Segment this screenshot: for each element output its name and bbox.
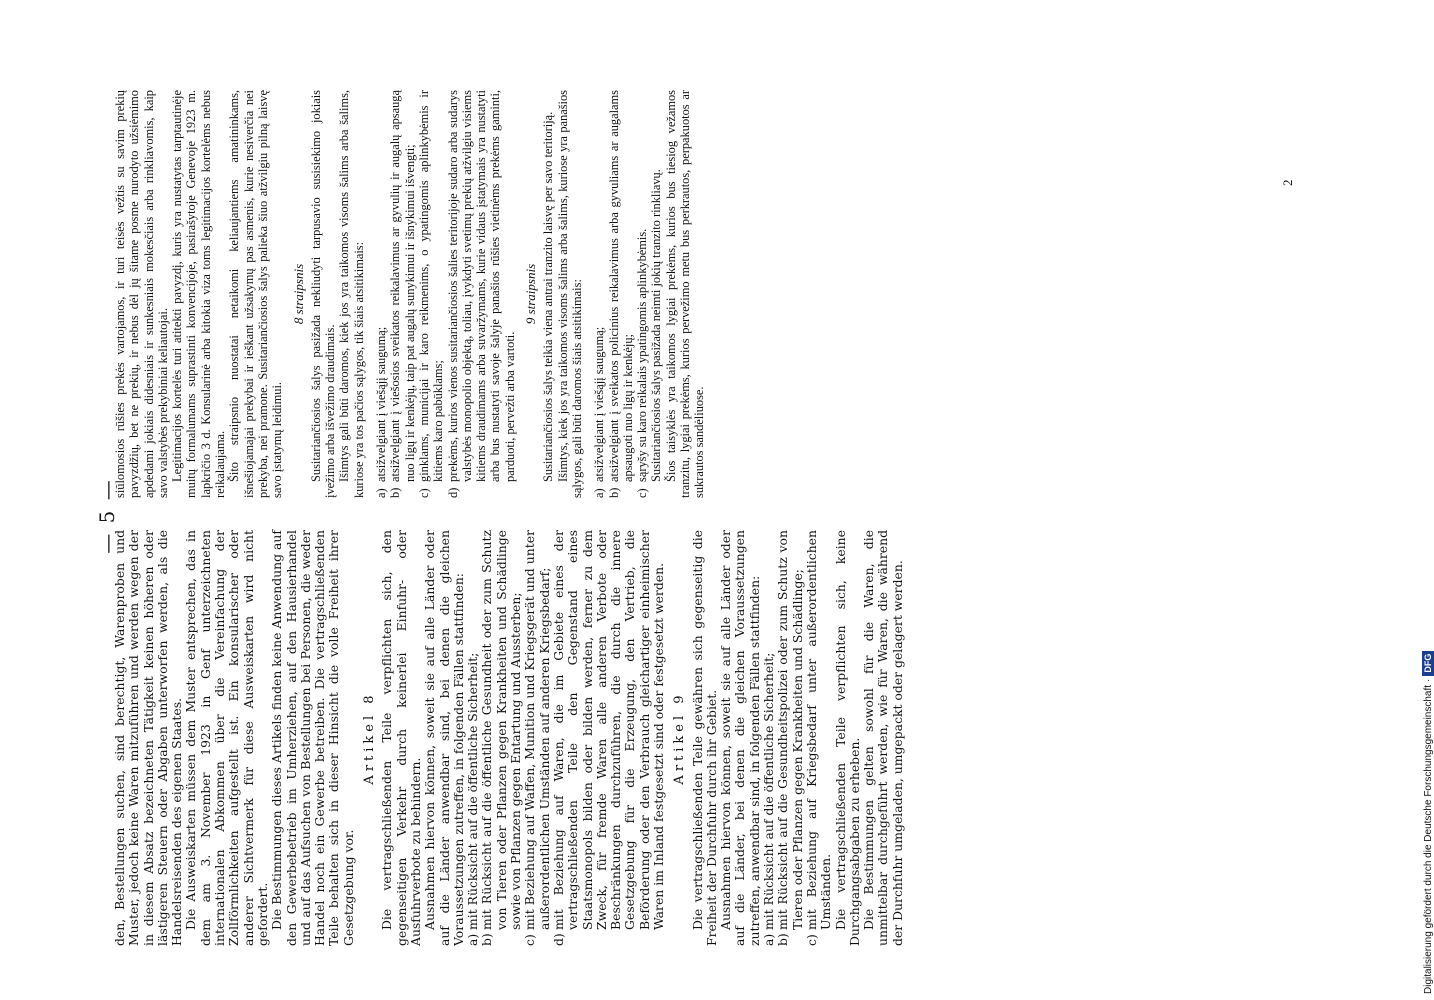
exception-list [466,530,666,946]
list-item: b) atsižvelgiant į viešosios sveikatos reikalavimus ar gyvulių ir augalų apsaugą nuo ligų ir kenkėjų, taip pat augalų sunykimui ir išnykimui išvengti; [388,90,417,498]
spacer [584,90,592,498]
article-heading: Artikel 8 [362,691,378,785]
list-item: b) mit Rücksicht auf die Gesundheitspolizei oder zum Schutz von Tieren oder Pflanzen gegen Krankheiten und Schädlinge; [775,530,805,946]
paragraph: Išimtys gali būti daromos, kiek jos yra taikomos visoms šalims arba šalims, kuriose yra tos pačios sąlygos, tik šiais atsitikimais: [337,90,366,498]
exception-list [592,90,649,498]
paragraph: Die Ausweiskarten müssen dem Muster entsprechen, das in dem am 3. November 1923 in Genf unterzeichneten internationalen Abkommen über die Vereinfachung der Zollförmlichkeiten aufgestellt ist. Ein konsularischer oder anderer Sichtvermerk für diese Ausweiskarten wird nicht gefordert. [183,530,270,946]
exception-list [762,530,833,946]
page-number-top: — 5 — [95,478,119,554]
paragraph: Die vertragschließenden Teile gewähren sich gegenseitig die Freiheit der Durchfuhr durch ihr Gebiet. [689,530,719,946]
paragraph: Ausnahmen hiervon können, soweit sie auf alle Länder oder auf die Länder anwendbar sind, bei denen die gleichen Voraussetzungen zutreffen, in folgenden Fällen stattfinden: [422,530,466,946]
paragraph: Šito straipsnio nuostatai netaikomi keliaujantiems amatininkams, išnešiojamajai prekybai ir ieškant užsakymų pas asmenis, kurie nesiverčia nei prekyba, nei pramone. Susitariančiosios šalys palieka šiuo atžvilgiu pilną laisvę savo įstatymų leidimui. [227,90,285,498]
paragraph: Susitariančiosios šalys teikia viena antrai tranzito laisvę per savo teritoriją. [541,111,556,482]
paragraph: Die Bestimmungen dieses Artikels finden keine Anwendung auf den Gewerbebetrieb im Umherziehen, auf den Hausierhandel und auf das Aufsuchen von Bestellungen bei Personen, die weder Handel noch ein Gewerbe betreiben. Die vertragschließenden Teile behalten sich in dieser Hinsicht die volle Freiheit ihrer Gesetzgebung vor. [269,530,356,946]
paragraph: Legitimacijos kortelės turi atitekti pavyzdį, kuris yra nustatytas tarptautinėje muitų formalumams suprastinti konvencijoje, pasirašytoje Genevoje 1923 m. lapkričio 3 d. Konsularinė arba kitokia viza toms legitimacijos kortelėms nebus reikalaujama. [170,90,228,498]
list-item: c) mit Beziehung auf Kriegsbedarf unter außerordentlichen Umständen. [803,530,834,946]
article-heading: 8 straipsnis [290,263,306,325]
list-item: a) mit Rücksicht auf die öffentliche Sicherheit; [465,652,481,946]
paragraph: Die vertragschließenden Teile verpflichten sich, keine Durchgangsabgaben zu erheben. [832,530,862,946]
digitization-caption: Digitalisierung gefördert durch die Deutsche Forschungsgemeinschaft · DFG [1422,651,1434,994]
caption-text: Digitalisierung gefördert durch die Deutsche Forschungsgemeinschaft [1422,684,1434,994]
lithuanian-column [113,90,707,498]
paragraph: Susitariančiosios šalys pasižada neimti jokių tranzito rinkliavų. [649,169,664,482]
list-item: c) sąryšy su karo reikalais ypatingomis aplinkybėmis. [635,228,650,498]
scanned-page [95,86,1295,946]
paragraph: Išimtys, kiek jos yra taikomos visoms šalims arba šalims, kuriose yra panašios sąlygos, gali būti daromos šiais atsitikimais: [555,90,584,498]
german-column [113,530,905,946]
article-heading: Artikel 9 [672,691,688,785]
paragraph: Ausnahmen hiervon können, soweit sie auf alle Länder oder auf die Länder, bei denen die gleichen Voraussetzungen zutreffen, anwendbar sind, in folgenden Fällen stattfinden: [718,530,762,946]
paragraph: Šios taisyklės yra taikomos lygiai prekėms, kurios bus tiesiog vežamos tranzitu, lygiai prekėms, kurios pervežimo metu bus perkrautos, perpakuotos ar sukrautos sandėliuose. [663,90,707,498]
list-item: a) mit Rücksicht auf die öffentliche Sicherheit; [761,652,777,946]
list-item: b) atsižvelgiant į sveikatos policinius reikalavimus arba gyvuliams ar augalams apsaugoti nuo ligų ir kenkėjų; [606,90,635,498]
paragraph: siūlomosios rūšies prekės vartojamos, ir turi teisės vežtis su savim prekių pavyzdžių, bet ne prekių, ir nebus dėl jų šitame posme nurodyto užsiėmimo apdedami jokiais didesniais ir sunkesniais mokesčiais arba rinkliavomis, kaip savo valstybės prekybiniai keliautojai. [113,90,170,498]
list-item: c) mit Beziehung auf Waffen, Munition und Kriegsgerät und unter außerordentlichen Umständen auf anderen Kriegsbedarf; [522,530,552,946]
list-item: c) ginklams, municijai ir karo reikmenims, o ypatingomis aplinkybėmis ir kitiems karo pabūklams; [416,90,446,498]
paragraph: den, Bestellungen suchen, sind berechtigt, Warenproben und Muster, jedoch keine Waren mitzuführen und werden wegen der in diesem Absatz bezeichneten Tätigkeit keinen höheren oder lästigeren Steuern oder Abgaben unterworfen werden, als die Handelsreisenden des eigenen Staates. [112,530,185,946]
paragraph: Die vertragschließenden Teile verpflichten sich, den gegenseitigen Verkehr durch keinerlei Einfuhr- oder Ausfuhrverbote zu behindern. [379,530,423,946]
list-item: b) mit Rücksicht auf die öffentliche Gesundheit oder zum Schutz von Tieren oder Pflanzen gegen Krankheiten und Schädlinge sowie von Pflanzen gegen Entartung und Aussterben; [479,530,524,946]
exception-list [374,90,517,498]
paragraph: Susitariančiosios šalys pasižada nekliudyti tarpusavio susisiekimo jokiais įvežimo arba išvežimo draudimais. [308,90,338,498]
article-heading: 9 straipsnis [523,263,539,325]
page-number-bottom: 2 [1280,179,1295,186]
list-item: a) atsižvelgiant į viešąjį saugumą; [374,326,389,498]
list-item: d) mit Beziehung auf Waren, die im Gebiete eines der vertragschließenden Teile den Gegenstand eines Staatsmonopols bilden oder bilden werden, ferner zu dem Zweck, für fremde Waren alle anderen Verbote oder Beschränkungen durchzuführen, die durch die innere Gesetzgebung für die Erzeugung, den Vertrieb, die Beförderung oder den Verbrauch gleichartiger einheimischer Waren im Inland festgesetzt sind oder festgesetzt werden. [550,530,666,946]
list-item: a) atsižvelgiant į viešąjį saugumą; [592,326,607,498]
paragraph: Die Bestimmungen gelten sowohl für die Waren, die unmittelbar durchgeführt werden, wie für Waren, die während der Durchfuhr umgeladen, umgepackt oder gelagert werden. [861,530,905,946]
list-item: d) prekėms, kurios vienos susitariančiosios šalies teritorijoje sudaro arba sudarys valstybės monopolio objektą, toliau, įvykdyti svetimų prekių atžvilgiu visiems kitiems draudimams arba suvaržymams, kurie vidaus įstatymais yra nustatyti arba bus nustatyti savoje šalyje panašios rūšies vietinėms prekėms gaminti, parduoti, pervežti arba vartoti. [445,90,517,498]
dfg-logo-icon: DFG [1422,651,1434,676]
spacer [366,90,374,498]
